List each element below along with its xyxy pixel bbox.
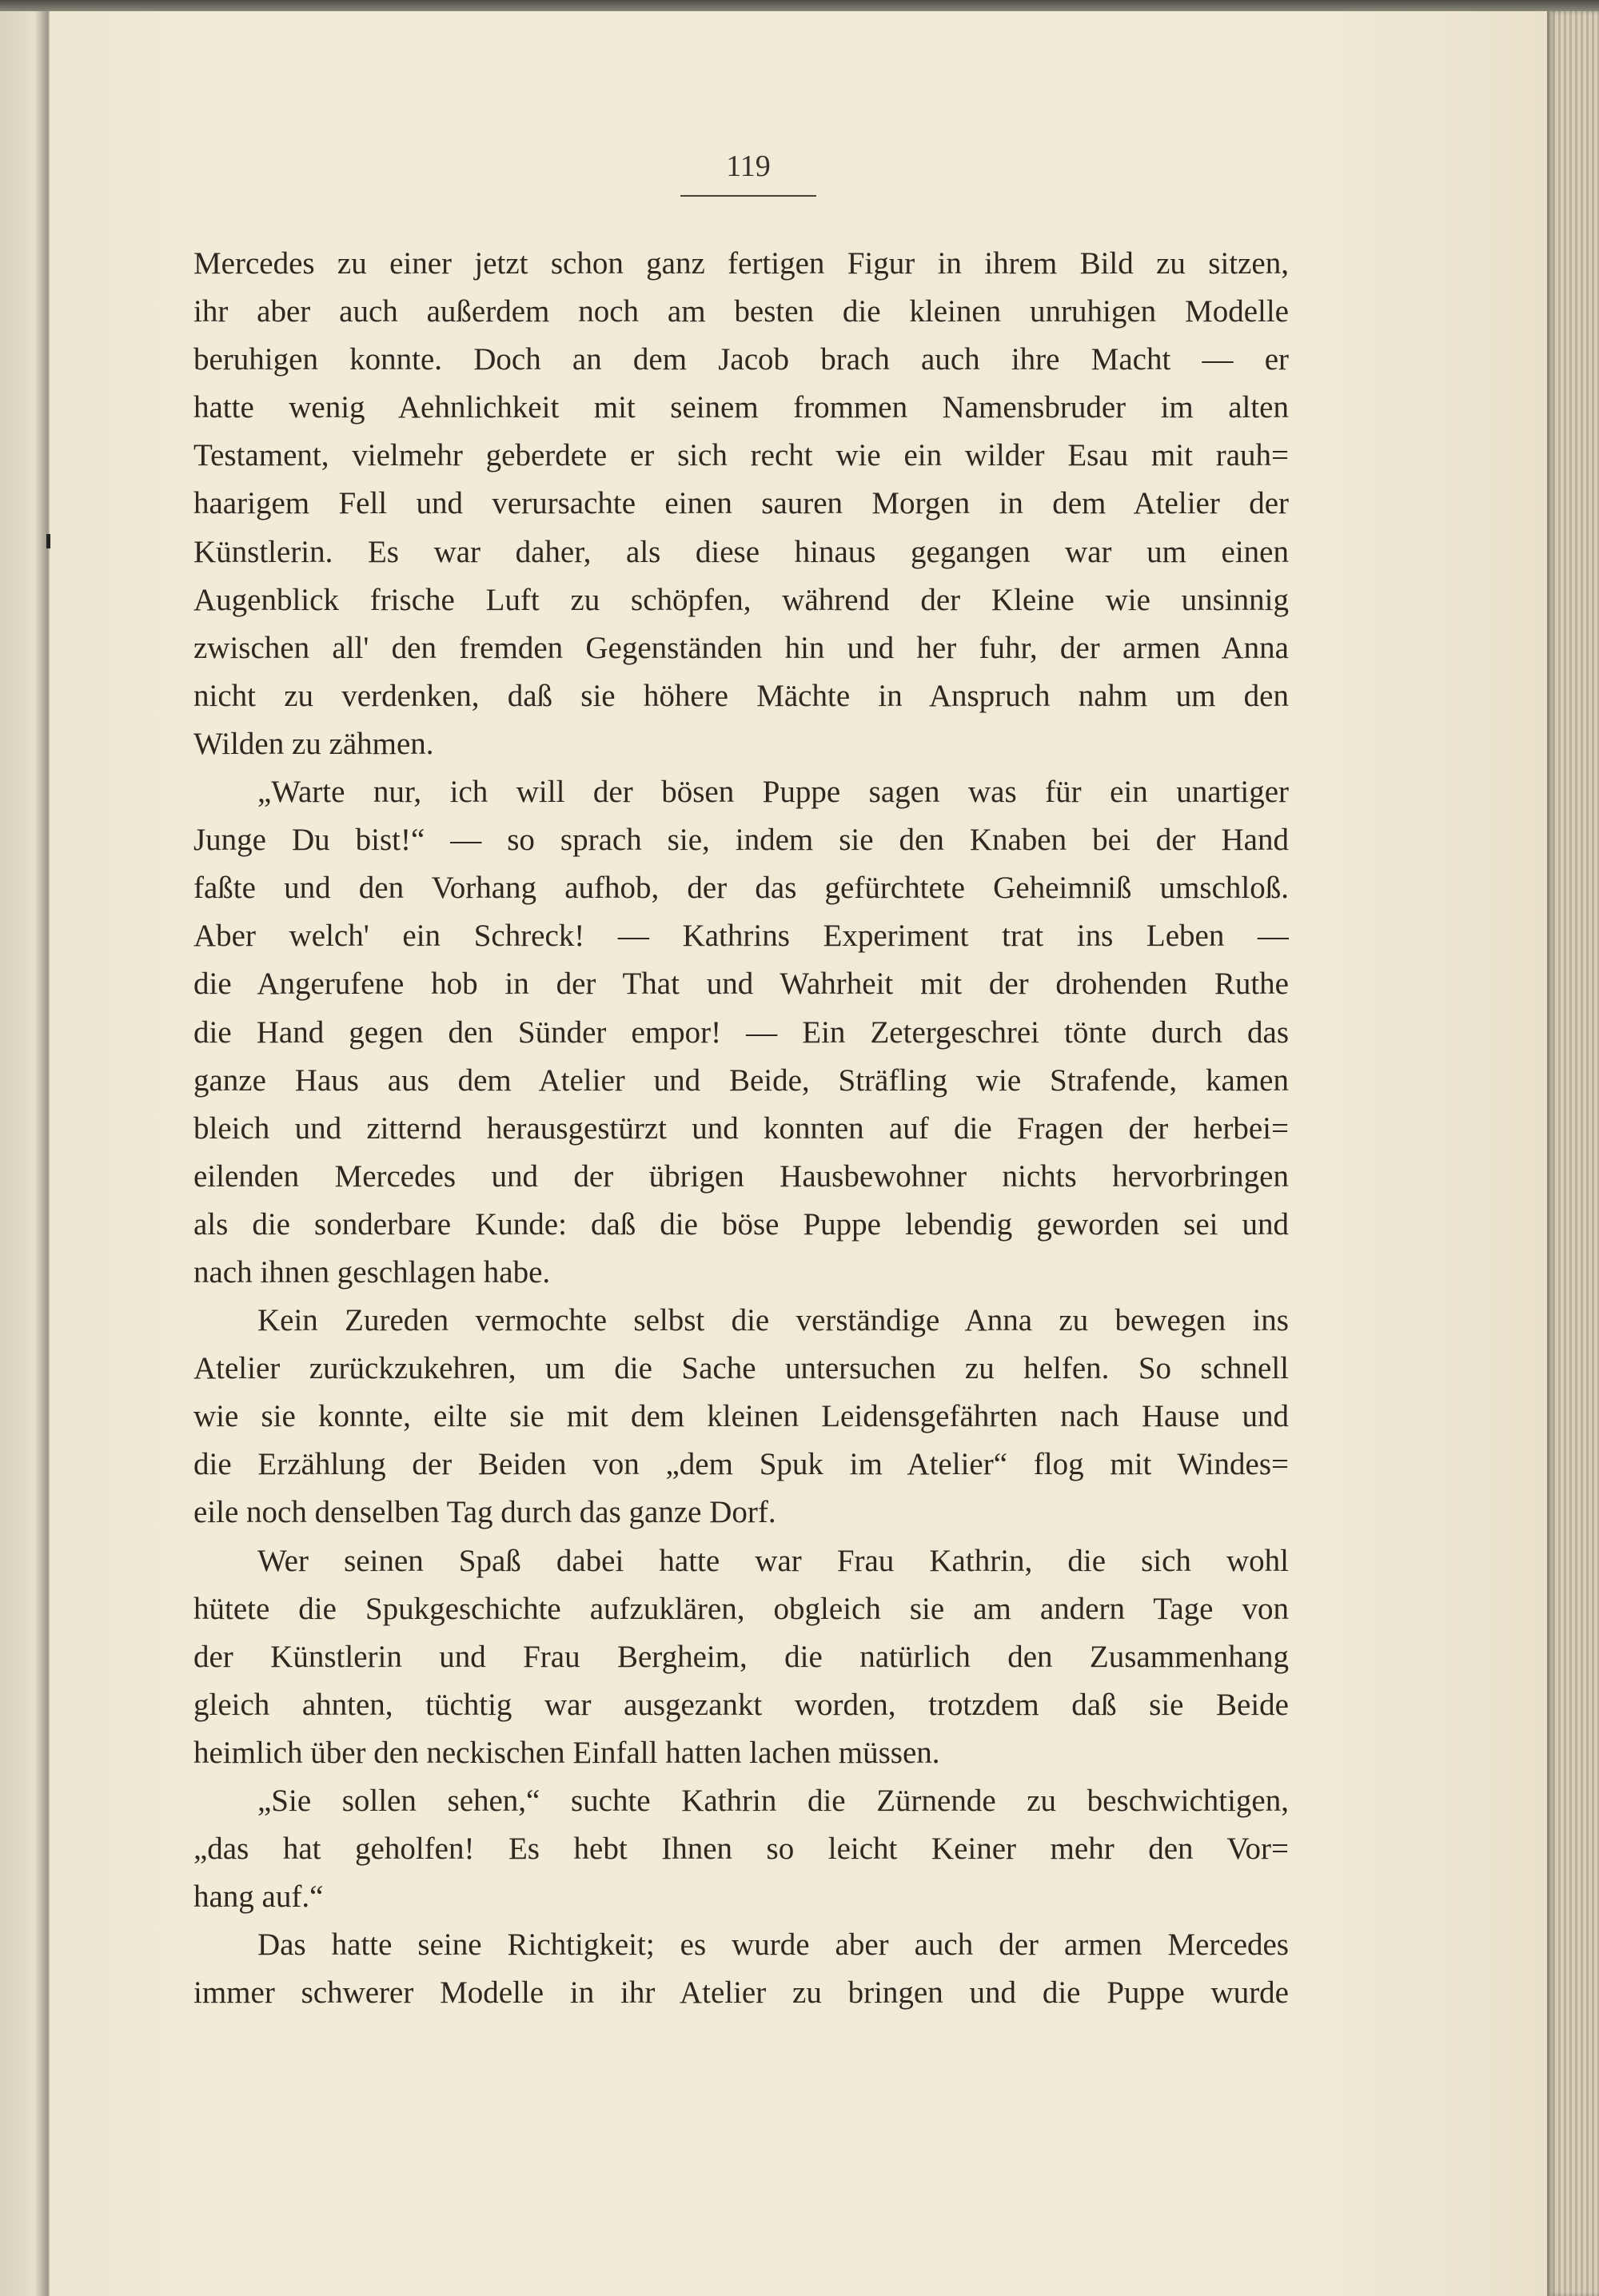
text-line: haarigem Fell und verursachte einen sauren Morgen in dem Atelier der [193, 486, 1289, 521]
text-line: immer schwerer Modelle in ihr Atelier zu bringen und die Puppe wurde [193, 1975, 1289, 2011]
text-line: Künstlerin. Es war daher, als diese hinaus gegangen war um einen [193, 534, 1289, 569]
text-line: gleich ahnten, tüchtig war ausgezankt worden, trotzdem daß sie Beide [193, 1687, 1289, 1722]
header-rule [680, 195, 816, 197]
text-line: Wilden zu zähmen. [193, 726, 434, 761]
text-line: „das hat geholfen! Es hebt Ihnen so leicht Keiner mehr den Vor= [193, 1832, 1289, 1867]
text-line: die Hand gegen den Sünder empor! — Ein Zetergeschrei tönte durch das [193, 1014, 1289, 1050]
text-line: Aber welch' ein Schreck! — Kathrins Experiment trat ins Leben — [193, 919, 1289, 954]
text-line: Atelier zurückzukehren, um die Sache untersuchen zu helfen. So schnell [193, 1351, 1289, 1386]
text-line: beruhigen konnte. Doch an dem Jacob brach auch ihre Macht — er [193, 342, 1289, 377]
text-line: Wer seinen Spaß dabei hatte war Frau Kathrin, die sich wohl [257, 1543, 1289, 1578]
text-line: bleich und zitternd herausgestürzt und konnten auf die Fragen der herbei= [193, 1110, 1289, 1146]
margin-mark [46, 534, 50, 548]
text-line: Kein Zureden vermochte selbst die verständige Anna zu bewegen ins [257, 1303, 1289, 1338]
text-line: die Angerufene hob in der That und Wahrheit mit der drohenden Ruthe [193, 967, 1289, 1002]
text-line: Testament, vielmehr geberdete er sich recht wie ein wilder Esau mit rauh= [193, 438, 1289, 473]
text-line: ganze Haus aus dem Atelier und Beide, Sträfling wie Strafende, kamen [193, 1062, 1289, 1098]
text-line: „Warte nur, ich will der bösen Puppe sagen was für ein unartiger [257, 775, 1289, 810]
page-number: 119 [726, 149, 771, 183]
page-stack-edge [1547, 11, 1599, 2296]
facing-page-edge [0, 11, 50, 2296]
body-text [193, 240, 1289, 2017]
text-line: nach ihnen geschlagen habe. [193, 1254, 551, 1290]
text-line: zwischen all' den fremden Gegenständen hin und her fuhr, der armen Anna [193, 630, 1289, 665]
text-line: hatte wenig Aehnlichkeit mit seinem frommen Namensbruder im alten [193, 390, 1289, 425]
text-line: wie sie konnte, eilte sie mit dem kleinen Leidensgefährten nach Hause und [193, 1399, 1289, 1434]
text-line: die Erzählung der Beiden von „dem Spuk im Atelier“ flog mit Windes= [193, 1447, 1289, 1482]
text-line: eilenden Mercedes und der übrigen Hausbewohner nichts hervorbringen [193, 1158, 1289, 1194]
text-line: Augenblick frische Luft zu schöpfen, während der Kleine wie unsinnig [193, 582, 1289, 617]
text-line: der Künstlerin und Frau Bergheim, die natürlich den Zusammenhang [193, 1639, 1289, 1674]
text-line: hang auf.“ [193, 1879, 324, 1915]
text-line: ihr aber auch außerdem noch am besten die kleinen unruhigen Modelle [193, 294, 1289, 329]
text-line: „Sie sollen sehen,“ suchte Kathrin die Zürnende zu beschwichtigen, [257, 1784, 1289, 1818]
text-line: Junge Du bist!“ — so sprach sie, indem sie den Knaben bei der Hand [193, 823, 1289, 858]
text-line: nicht zu verdenken, daß sie höhere Mächte in Anspruch nahm um den [193, 678, 1289, 713]
text-line: eile noch denselben Tag durch das ganze Dorf. [193, 1495, 776, 1530]
text-line: als die sonderbare Kunde: daß die böse Puppe lebendig geworden sei und [193, 1206, 1289, 1242]
text-line: Das hatte seine Richtigkeit; es wurde aber auch der armen Mercedes [257, 1927, 1289, 1963]
text-line: faßte und den Vorhang aufhob, der das gefürchtete Geheimniß umschloß. [193, 871, 1289, 906]
scan-top-border [0, 0, 1599, 11]
text-line: hütete die Spukgeschichte aufzuklären, obgleich sie am andern Tage von [193, 1591, 1289, 1626]
text-line: heimlich über den neckischen Einfall hatten lachen müssen. [193, 1735, 940, 1770]
text-line: Mercedes zu einer jetzt schon ganz fertigen Figur in ihrem Bild zu sitzen, [193, 246, 1289, 281]
